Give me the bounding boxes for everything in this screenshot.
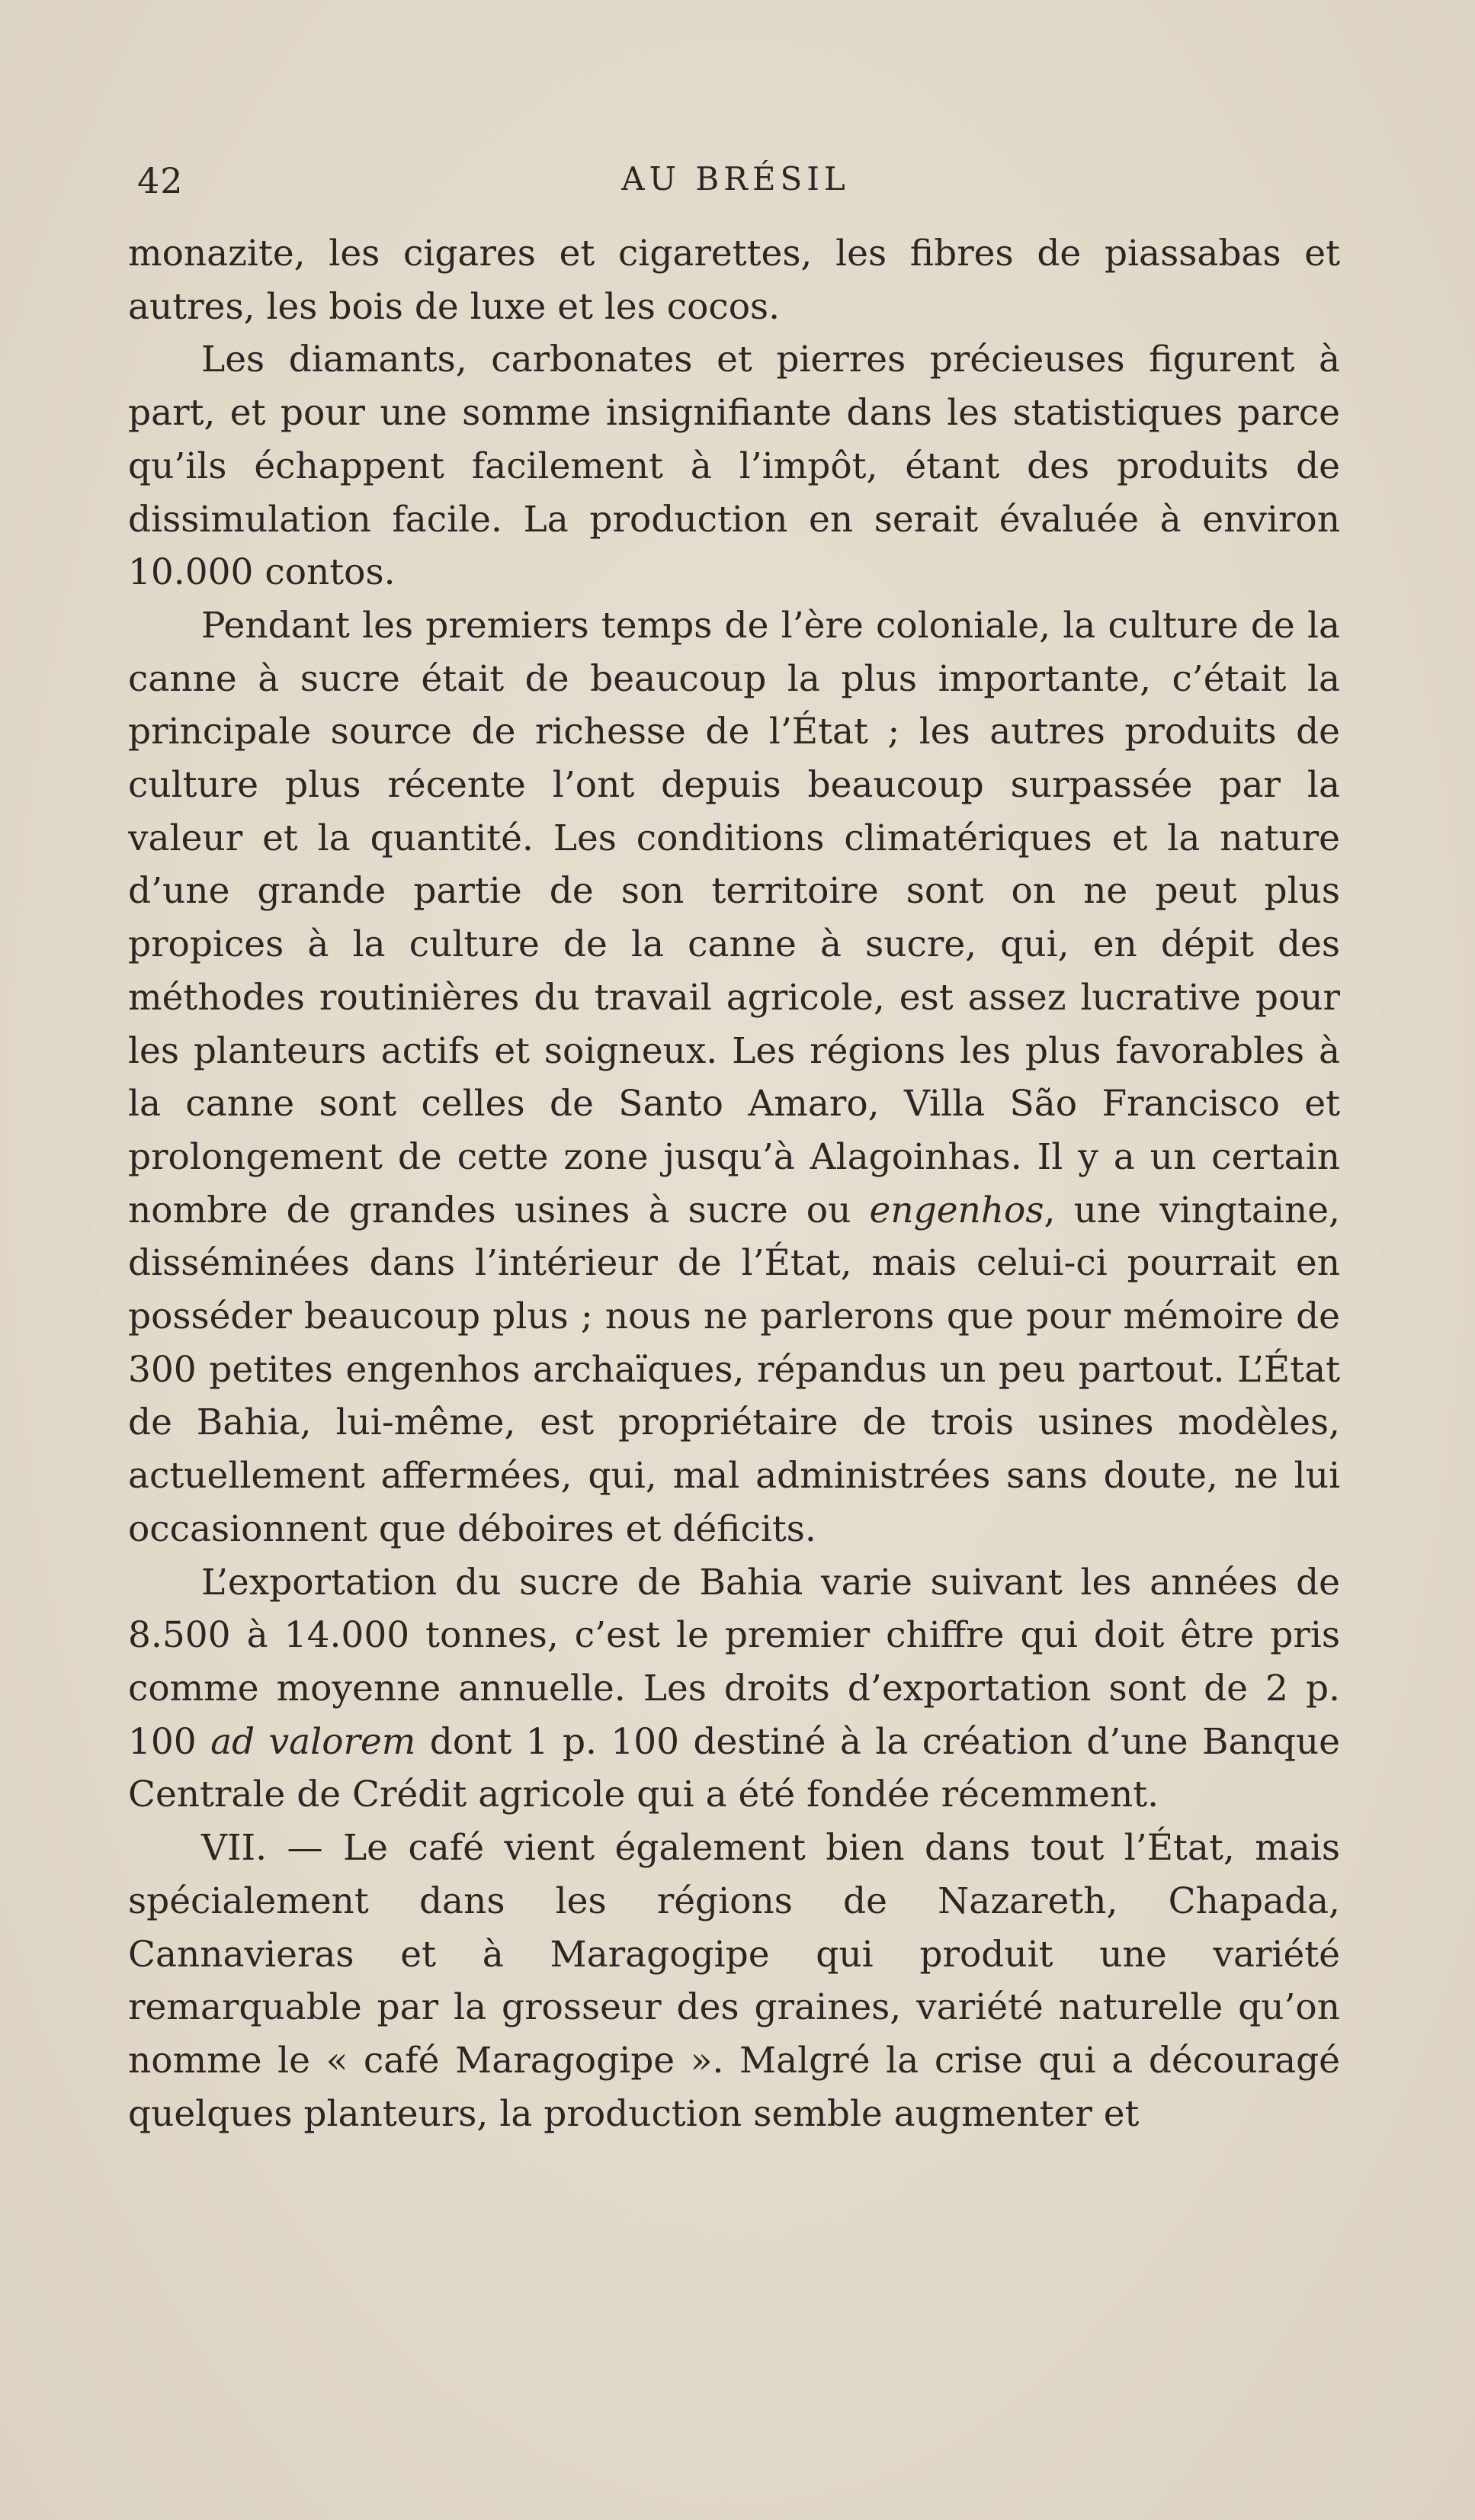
paragraph-3-text-a: Pendant les premiers temps de l’ère coloniale, la culture de la canne à sucre était de beaucoup la plus importante, c’était la principale source de richesse de l’État ; les autres produits de culture plus récente l’ont depuis beaucoup surpassée par la valeur et la quantité. Les conditions climatériques et la nature d’une grande partie de son territoire sont on ne peut plus propices à la culture de la canne à sucre, qui, en dépit des méthodes routinières du travail agricole, est assez lucrative pour les planteurs actifs et soigneux. Les régions les plus favorables à la canne sont celles de Santo Amaro, Villa São Francisco et prolongement de cette zone jusqu’à Alagoinhas. Il y a un certain nombre de grandes usines à sucre ou — [128, 604, 1340, 1231]
paragraph-5-text: VII. — Le café vient également bien dans tout l’État, mais spécialement dans les régions de Nazareth, Chapada, Cannavieras et à Maragogipe qui produit une variété remarquable par la grosseur des graines, variété naturelle qu’on nomme le « café Maragogipe ». Malgré la crise qui a découragé quelques planteurs, la production semble augmenter et — [128, 1827, 1340, 2135]
paragraph-1 — [128, 227, 1340, 333]
paragraph-4-italic: ad valorem — [210, 1720, 416, 1763]
paragraph-2-text: Les diamants, carbonates et pierres précieuses figurent à part, et pour une somme insignifiante dans les statistiques parce qu’ils échappent facilement à l’impôt, étant des produits de dissimulation facile. La production en serait évaluée à environ 10.000 contos. — [128, 339, 1340, 594]
paragraph-4 — [128, 1556, 1340, 1822]
paragraph-3 — [128, 599, 1340, 1556]
paragraph-5 — [128, 1822, 1340, 2140]
paragraph-3-text-b: , une vingtaine, disséminées dans l’intérieur de l’État, mais celui-ci pourrait en posséder beaucoup plus ; nous ne parlerons que pour mémoire de 300 petites engenhos archaïques, répandus un peu partout. L’État de Bahia, lui-même, est propriétaire de trois usines modèles, actuellement affermées, qui, mal administrées sans doute, ne lui occasionnent que déboires et déficits. — [128, 1189, 1340, 1550]
page-header — [130, 160, 1342, 206]
paragraph-4-text-b: dont 1 p. 100 destiné à la création d’une Banque Centrale de Crédit agricole qui a été fondée récemment. — [128, 1720, 1340, 1816]
running-title: AU BRÉSIL — [621, 160, 850, 197]
paragraph-2 — [128, 333, 1340, 599]
page-number: 42 — [137, 160, 184, 201]
paragraph-3-italic: engenhos — [869, 1189, 1044, 1231]
paragraph-1-text: monazite, les cigares et cigarettes, les fibres de piassabas et autres, les bois de luxe et les cocos. — [128, 233, 1340, 328]
paragraph-4-text-a: L’exportation du sucre de Bahia varie suivant les années de 8.500 à 14.000 tonnes, c’est le premier chiffre qui doit être pris comme moyenne annuelle. Les droits d’exportation sont de 2 p. 100 — [128, 1561, 1340, 1763]
body-text — [128, 227, 1340, 2140]
